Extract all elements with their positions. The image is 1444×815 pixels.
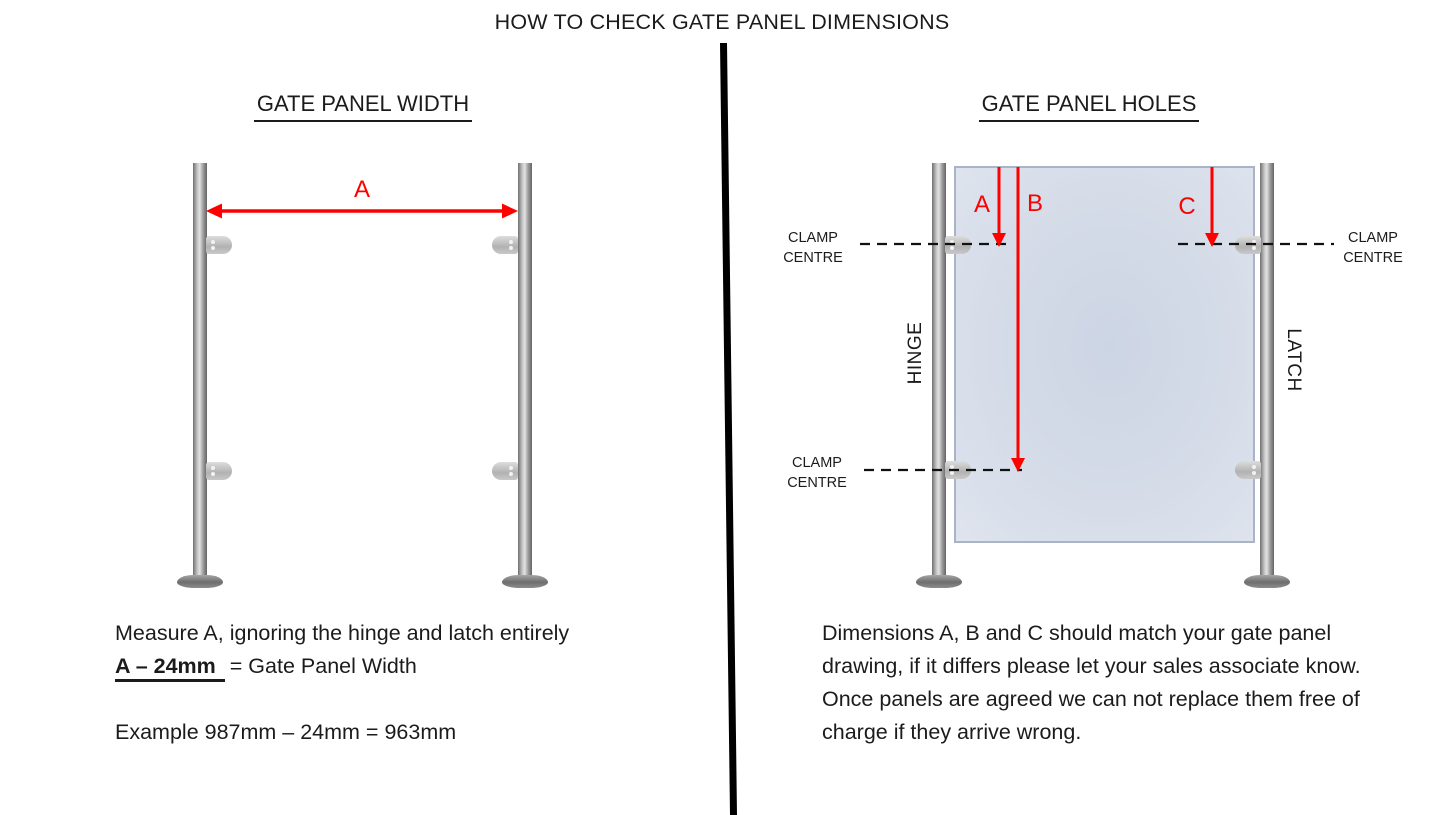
screw-hole-icon <box>950 471 954 475</box>
latch-clamp-icon <box>492 236 518 254</box>
screw-hole-icon <box>509 466 513 470</box>
screw-hole-icon <box>509 240 513 244</box>
width-arrow <box>206 204 518 219</box>
hinge-post-base <box>916 575 962 588</box>
screw-hole-icon <box>509 472 513 476</box>
screw-hole-icon <box>211 466 215 470</box>
screw-hole-icon <box>1252 246 1256 250</box>
left-post <box>193 163 207 577</box>
hinge-post <box>932 163 946 577</box>
clamp-centre-label-top-left: CLAMP CENTRE <box>783 230 843 266</box>
spacer <box>115 683 569 716</box>
width-example: Example 987mm – 24mm = 963mm <box>115 720 457 744</box>
page-title: HOW TO CHECK GATE PANEL DIMENSIONS <box>494 10 950 34</box>
latch-post-base <box>1244 575 1290 588</box>
screw-hole-icon <box>211 472 215 476</box>
dim-c-label: C <box>1178 193 1196 220</box>
right-post-base <box>502 575 548 588</box>
right-post <box>518 163 532 577</box>
formula-term: A – 24mm <box>115 653 225 682</box>
holes-note: Dimensions A, B and C should match your gate panel drawing, if it differs please let your sales associate know. Once panels are agreed we can not replace them free of charge if they arrive wrong. <box>822 621 1361 744</box>
dim-b-label: B <box>1026 190 1043 217</box>
clamp-centre-label-top-right: CLAMP CENTRE <box>1343 230 1403 266</box>
screw-hole-icon <box>1252 471 1256 475</box>
section-divider <box>724 43 734 815</box>
hinge-clamp-icon <box>945 461 971 479</box>
latch-post <box>1260 163 1274 577</box>
screw-hole-icon <box>1252 465 1256 469</box>
clamp-centre-label-bottom-left: CLAMP CENTRE <box>787 455 847 491</box>
gate-panel-width-heading: GATE PANEL WIDTH <box>213 91 513 122</box>
gate-panel-holes-heading: GATE PANEL HOLES <box>939 91 1239 122</box>
latch-clamp-icon <box>492 462 518 480</box>
left-post-base <box>177 575 223 588</box>
glass-panel <box>954 166 1255 543</box>
screw-hole-icon <box>950 240 954 244</box>
latch-clamp-icon <box>1235 461 1261 479</box>
screw-hole-icon <box>211 246 215 250</box>
latch-side-label: LATCH <box>1283 328 1304 392</box>
hinge-clamp-icon <box>206 236 232 254</box>
hinge-clamp-icon <box>945 236 971 254</box>
measure-instruction: Measure A, ignoring the hinge and latch entirely <box>115 621 570 645</box>
width-formula <box>115 650 569 683</box>
width-dimension-label: A <box>353 176 370 203</box>
formula-result: = Gate Panel Width <box>229 654 417 678</box>
hinge-clamp-icon <box>206 462 232 480</box>
dim-a-label: A <box>973 191 990 218</box>
screw-hole-icon <box>950 465 954 469</box>
screw-hole-icon <box>1252 240 1256 244</box>
screw-hole-icon <box>211 240 215 244</box>
width-notes <box>115 617 569 749</box>
screw-hole-icon <box>950 246 954 250</box>
screw-hole-icon <box>509 246 513 250</box>
latch-clamp-icon <box>1235 236 1261 254</box>
hinge-side-label: HINGE <box>905 321 926 385</box>
